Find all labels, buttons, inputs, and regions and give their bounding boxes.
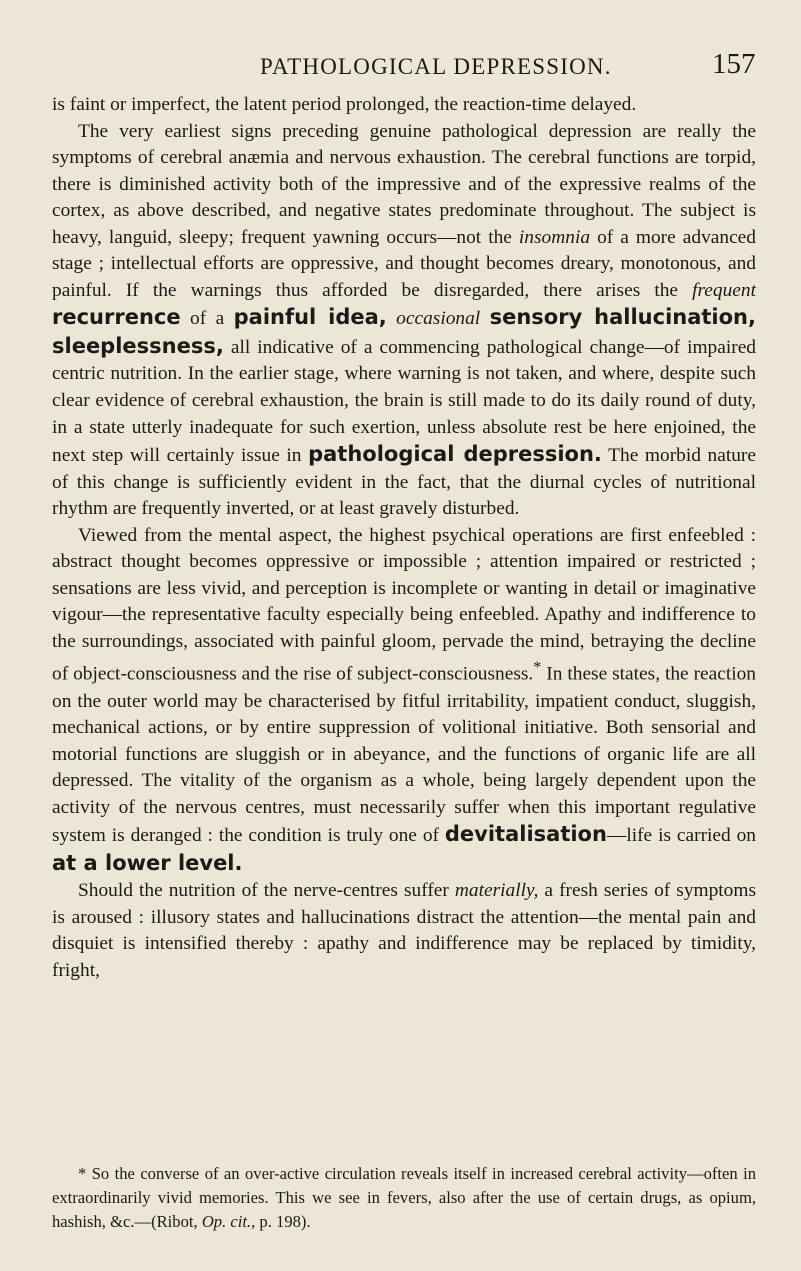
footnote-text xyxy=(52,1162,756,1234)
text-run: Viewed from the mental aspect, the highest psychical operations are first enfeebled : abstract thought becomes oppressive or impossible ; attention impaired or restricted ; sensations are less vivid, and perception is incomplete or wanting in detail or imaginative vigour—the representative faculty especially being enfeebled. Apathy and indifference to the surroundings, associated with painful gloom, pervade the mind, betraying the decline of object-consciousness and the rise of subject-consciousness. xyxy=(52,524,756,685)
text-run: In these states, the reaction on the outer world may be characterised by fitful irritability, impatient conduct, sluggish, mechanical actions, or by entire suppression of volitional initiative. Both sensorial and motorial functions are sluggish or in abeyance, and the functions of organic life are all depressed. The vitality of the organism as a whole, being largely dependent upon the activity of the nervous centres, must necessarily suffer when this important regulative system is deranged : the condition is truly one of xyxy=(52,663,757,847)
paragraph-3 xyxy=(52,523,756,879)
bold-run: at a lower level. xyxy=(52,850,243,875)
text-run: * So the converse of an over-active circulation reveals itself in increased cerebral activity—often in extraordinarily vivid memories. This we see in fevers, also after the use of certain drugs, as opium, hashish, &c.—(Ribot, xyxy=(52,1164,756,1231)
bold-run: recurrence xyxy=(52,305,181,330)
bold-run: devitalisation xyxy=(444,822,607,847)
bold-run: sensory hallucination, sleeplessness, xyxy=(52,305,756,358)
paragraph-4 xyxy=(52,878,756,984)
bold-run: painful idea, xyxy=(233,305,387,330)
text-run: Should the nutrition of the nerve-centres suffer xyxy=(78,880,455,902)
page-header xyxy=(0,48,801,88)
text-run: —life is carried on xyxy=(606,825,757,847)
italic-run: Op. cit., xyxy=(201,1212,256,1231)
paragraph-1: is faint or imperfect, the latent period prolonged, the reaction-time delayed. xyxy=(52,94,637,115)
body-text xyxy=(52,92,756,985)
running-head: PATHOLOGICAL DEPRESSION. xyxy=(260,54,612,79)
page-number: 157 xyxy=(712,48,756,80)
bold-run: pathological depression. xyxy=(308,442,602,467)
text-run: of a more advanced stage ; intellectual efforts are oppressive, and thought becomes dreary, monotonous, and painful. If the warnings thus afforded be disregarded, there arises the xyxy=(52,226,756,301)
italic-run: occasional xyxy=(396,308,481,330)
footnote xyxy=(52,1162,756,1234)
text-run: of a xyxy=(180,308,234,330)
text-run: all indicative of a commencing pathological change—of impaired centric nutrition. In the earlier stage, where warning is not taken, and where, despite such clear evidence of cerebral exhaustion, the brain is still made to do its daily round of duty, in a state utterly inadequate for such exertion, unless absolute rest be here enjoined, the next step will certainly issue in xyxy=(52,336,756,467)
italic-run: insomnia xyxy=(518,226,591,248)
paragraph-2 xyxy=(52,119,756,523)
italic-run: materially, xyxy=(454,880,539,902)
text-run: The very earliest signs preceding genuine pathological depression are really the symptoms of cerebral anæmia and nervous exhaustion. The cerebral functions are torpid, there is diminished activity both of the impressive and of the expressive realms of the cortex, as above described, and negative states predominate throughout. The subject is heavy, languid, sleepy; frequent yawning occurs—not the xyxy=(52,120,756,248)
text-run: p. 198). xyxy=(255,1212,311,1231)
text-run: a fresh series of symptoms is aroused : illusory states and hallucinations distract the attention—the mental pain and disquiet is intensified thereby : apathy and indifference may be replaced by timidity, fright, xyxy=(52,880,757,981)
footnote-marker: * xyxy=(533,659,542,677)
italic-run: frequent xyxy=(692,279,756,301)
text-run: The morbid nature of this change is sufficiently evident in the fact, that the diurnal cycles of nutritional rhythm are frequently inverted, or at least gravely disturbed. xyxy=(52,445,756,520)
